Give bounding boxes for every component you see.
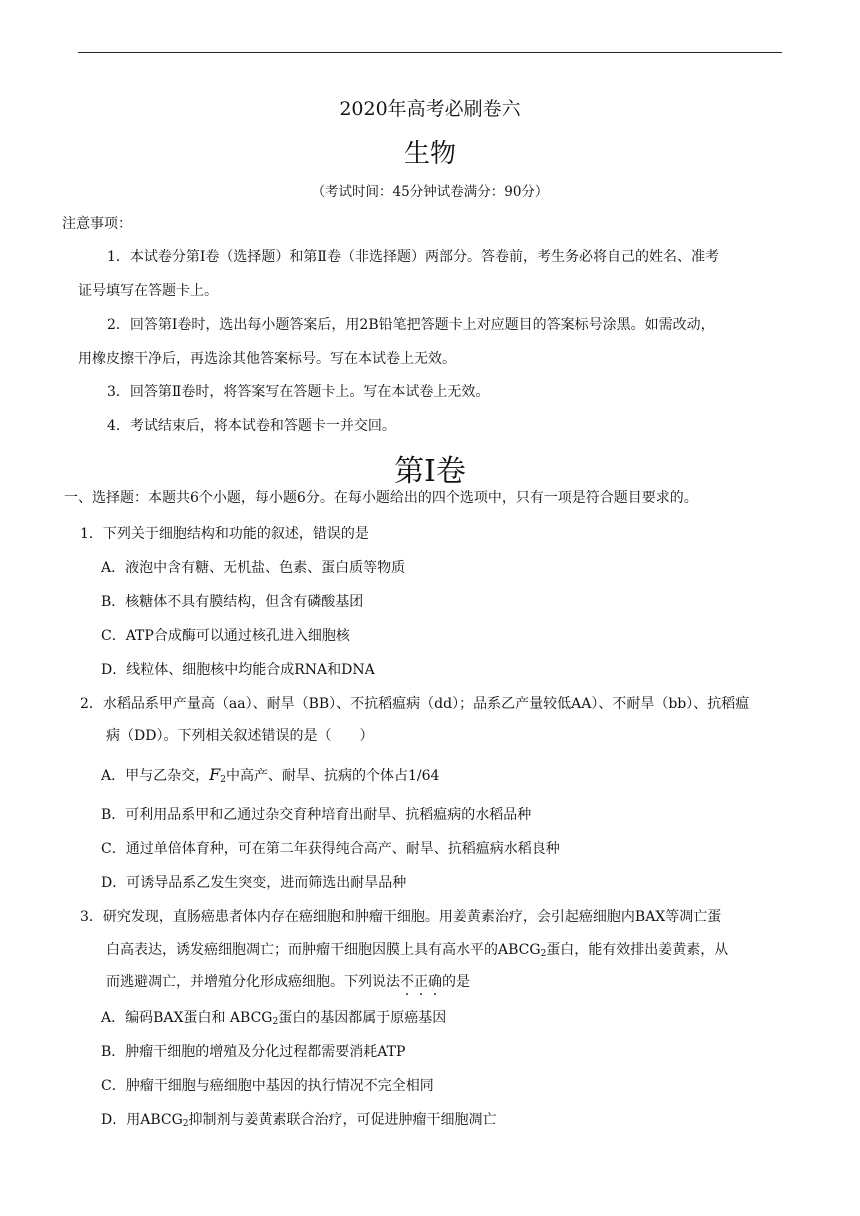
- question-1-option-a: A．液泡中含有糖、无机盐、色素、蛋白质等物质: [101, 560, 406, 576]
- question-1-option-b: B．核糖体不具有膜结构，但含有磷酸基团: [101, 594, 364, 610]
- emphasis-char: 不: [400, 974, 414, 990]
- question-1-stem: 1．下列关于细胞结构和功能的叙述，错误的是: [80, 526, 369, 542]
- variable-f: F: [209, 765, 221, 784]
- note-3: 3．回答第Ⅱ卷时，将答案写在答题卡上。写在本试卷上无效。: [107, 384, 490, 400]
- subscript: 2: [182, 1119, 189, 1129]
- note-2-line-1: 2．回答第Ⅰ卷时，选出每小题答案后，用2B铅笔把答题卡上对应题目的答案标号涂黑。如需改动，: [107, 317, 715, 333]
- question-1-option-d: D．线粒体、细胞核中均能合成RNA和DNA: [101, 662, 375, 678]
- stem-text: 蛋白，能有效排出姜黄素，从: [546, 942, 729, 958]
- section-instructions: 一、选择题：本题共6个小题，每小题6分。在每小题给出的四个选项中，只有一项是符合题目要求的。: [64, 490, 698, 506]
- subscript: 2: [272, 1017, 279, 1027]
- question-3-option-c: C．肿瘤干细胞与癌细胞中基因的执行情况不完全相同: [101, 1078, 434, 1094]
- header-rule: [78, 52, 782, 53]
- question-3-option-d: [101, 1110, 497, 1134]
- option-text: A．编码BAX蛋白和 ABCG: [101, 1010, 273, 1026]
- stem-text: 的是: [442, 974, 470, 990]
- question-2-option-b: B．可利用品系甲和乙通过杂交育种培育出耐旱、抗稻瘟病的水稻品种: [101, 807, 532, 823]
- option-text: 蛋白的基因都属于原癌基因: [278, 1010, 447, 1026]
- part-1-title: 第Ⅰ卷: [394, 454, 466, 489]
- option-a-prefix: A．甲与乙杂交，: [101, 768, 210, 784]
- option-text: D．用ABCG: [101, 1112, 183, 1128]
- question-2-stem-line-2: 病（DD）。下列相关叙述错误的是（ ）: [106, 728, 374, 744]
- note-2-line-2: 用橡皮擦干净后，再选涂其他答案标号。写在本试卷上无效。: [78, 351, 456, 367]
- question-2-stem-line-1: 2．水稻品系甲产量高（aa）、耐旱（BB）、不抗稻瘟病（dd）；品系乙产量较低AA）、不耐旱（bb）、抗稻瘟: [80, 696, 750, 712]
- question-3-stem-line-2: [106, 940, 728, 964]
- stem-text: 白高表达，诱发癌细胞凋亡；而肿瘤干细胞因膜上具有高水平的ABCG: [106, 942, 541, 958]
- question-3-stem-line-3: [106, 972, 470, 992]
- question-2-option-a: [101, 765, 439, 790]
- subscript: 2: [540, 949, 547, 959]
- stem-text: 而逃避凋亡，并增殖分化形成癌细胞。下列说法: [106, 974, 400, 990]
- note-1-line-2: 证号填写在答题卡上。: [78, 283, 218, 299]
- subscript: 2: [220, 775, 226, 785]
- question-3-stem-line-1: 3．研究发现，直肠癌患者体内存在癌细胞和肿瘤干细胞。用姜黄素治疗，会引起癌细胞内BAX等凋亡蛋: [80, 909, 722, 925]
- question-3-option-a: [101, 1008, 446, 1032]
- question-3-option-b: B．肿瘤干细胞的增殖及分化过程都需要消耗ATP: [101, 1044, 406, 1060]
- emphasis-char: 正: [414, 974, 428, 990]
- option-text: 抑制剂与姜黄素联合治疗，可促进肿瘤干细胞凋亡: [188, 1112, 497, 1128]
- notes-heading: 注意事项：: [62, 216, 132, 232]
- question-1-option-c: C．ATP合成酶可以通过核孔进入细胞核: [101, 628, 350, 644]
- question-2-option-c: C．通过单倍体育种，可在第二年获得纯合高产、耐旱、抗稻瘟病水稻良种: [101, 841, 560, 857]
- exam-title: 2020年高考必刷卷六: [339, 98, 521, 120]
- emphasis-char: 确: [428, 974, 442, 990]
- note-4: 4．考试结束后，将本试卷和答题卡一并交回。: [107, 418, 396, 434]
- question-2-option-d: D．可诱导品系乙发生突变，进而筛选出耐旱品种: [101, 875, 407, 891]
- exam-info: （考试时间：45分钟试卷满分：90分）: [311, 184, 549, 200]
- option-a-suffix: 中高产、耐旱、抗病的个体占1/64: [225, 768, 440, 784]
- subject-title: 生物: [403, 139, 456, 169]
- note-1-line-1: 1．本试卷分第Ⅰ卷（选择题）和第Ⅱ卷（非选择题）两部分。答卷前，考生务必将自己的姓名、准考: [107, 249, 719, 265]
